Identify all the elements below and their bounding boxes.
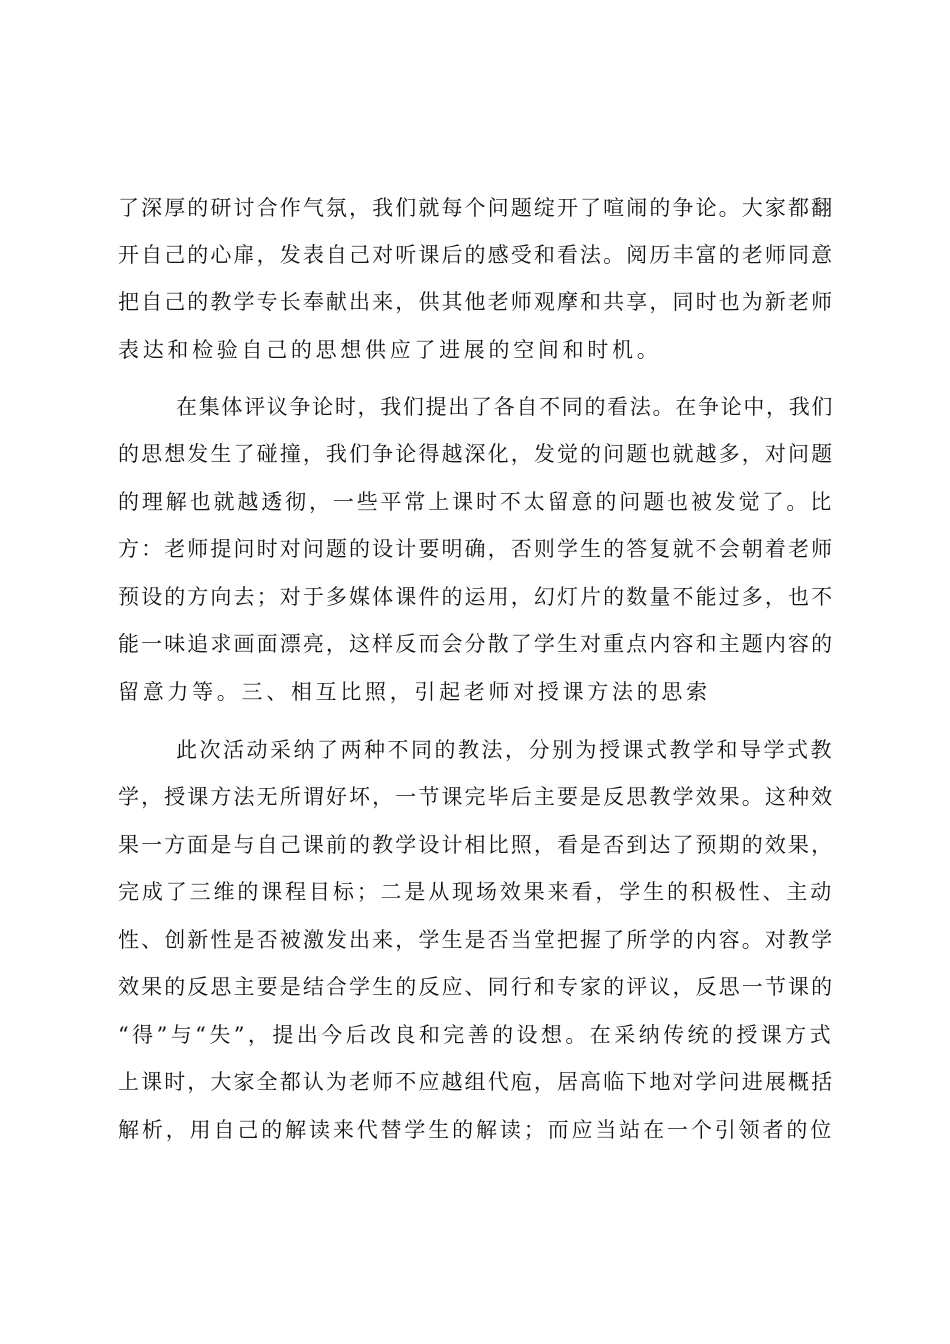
paragraph-2-line-5: 预设的方向去；对于多媒体课件的运用，幻灯片的数量不能过多，也不 bbox=[118, 585, 834, 609]
paragraph-1-line-4: 表达和检验自己的思想供应了进展的空间和时机。 bbox=[118, 338, 662, 362]
paragraph-2-line-2: 的思想发生了碰撞，我们争论得越深化，发觉的问题也就越多，对问题 bbox=[118, 442, 834, 466]
paragraph-1-line-1: 了深厚的研讨合作气氛，我们就每个问题绽开了喧闹的争论。大家都翻 bbox=[118, 196, 834, 220]
paragraph-3-line-6: 效果的反思主要是结合学生的反应、同行和专家的评议，反思一节课的 bbox=[118, 975, 834, 999]
paragraph-1-line-2: 开自己的心扉，发表自己对听课后的感受和看法。阅历丰富的老师同意 bbox=[118, 243, 834, 267]
paragraph-3-line-7: “得”与“失”，提出今后改良和完善的设想。在采纳传统的授课方式 bbox=[118, 1023, 834, 1047]
paragraph-1-line-3: 把自己的教学专长奉献出来，供其他老师观摩和共享，同时也为新老师 bbox=[118, 290, 834, 314]
paragraph-2-line-1: 在集体评议争论时，我们提出了各自不同的看法。在争论中，我们 bbox=[176, 395, 834, 419]
paragraph-3-line-2: 学，授课方法无所谓好坏，一节课完毕后主要是反思教学效果。这种效 bbox=[118, 785, 834, 809]
paragraph-2-line-3: 的理解也就越透彻，一些平常上课时不太留意的问题也被发觉了。比 bbox=[118, 490, 834, 514]
paragraph-2-line-4: 方：老师提问时对问题的设计要明确，否则学生的答复就不会朝着老师 bbox=[118, 537, 834, 561]
paragraph-3-line-9: 解析，用自己的解读来代替学生的解读；而应当站在一个引领者的位 bbox=[118, 1118, 834, 1142]
paragraph-3-line-5: 性、创新性是否被激发出来，学生是否当堂把握了所学的内容。对教学 bbox=[118, 928, 834, 952]
paragraph-3-line-8: 上课时，大家全都认为老师不应越组代庖，居高临下地对学问进展概括 bbox=[118, 1070, 834, 1094]
paragraph-3-line-4: 完成了三维的课程目标；二是从现场效果来看，学生的积极性、主动 bbox=[118, 880, 834, 904]
paragraph-3-line-3: 果一方面是与自己课前的教学设计相比照，看是否到达了预期的效果， bbox=[118, 833, 834, 857]
paragraph-3-line-1: 此次活动采纳了两种不同的教法，分别为授课式教学和导学式教 bbox=[176, 738, 834, 762]
paragraph-2-line-6: 能一味追求画面漂亮，这样反而会分散了学生对重点内容和主题内容的 bbox=[118, 632, 834, 656]
paragraph-2-line-7: 留意力等。三、相互比照，引起老师对授课方法的思索 bbox=[118, 680, 711, 704]
